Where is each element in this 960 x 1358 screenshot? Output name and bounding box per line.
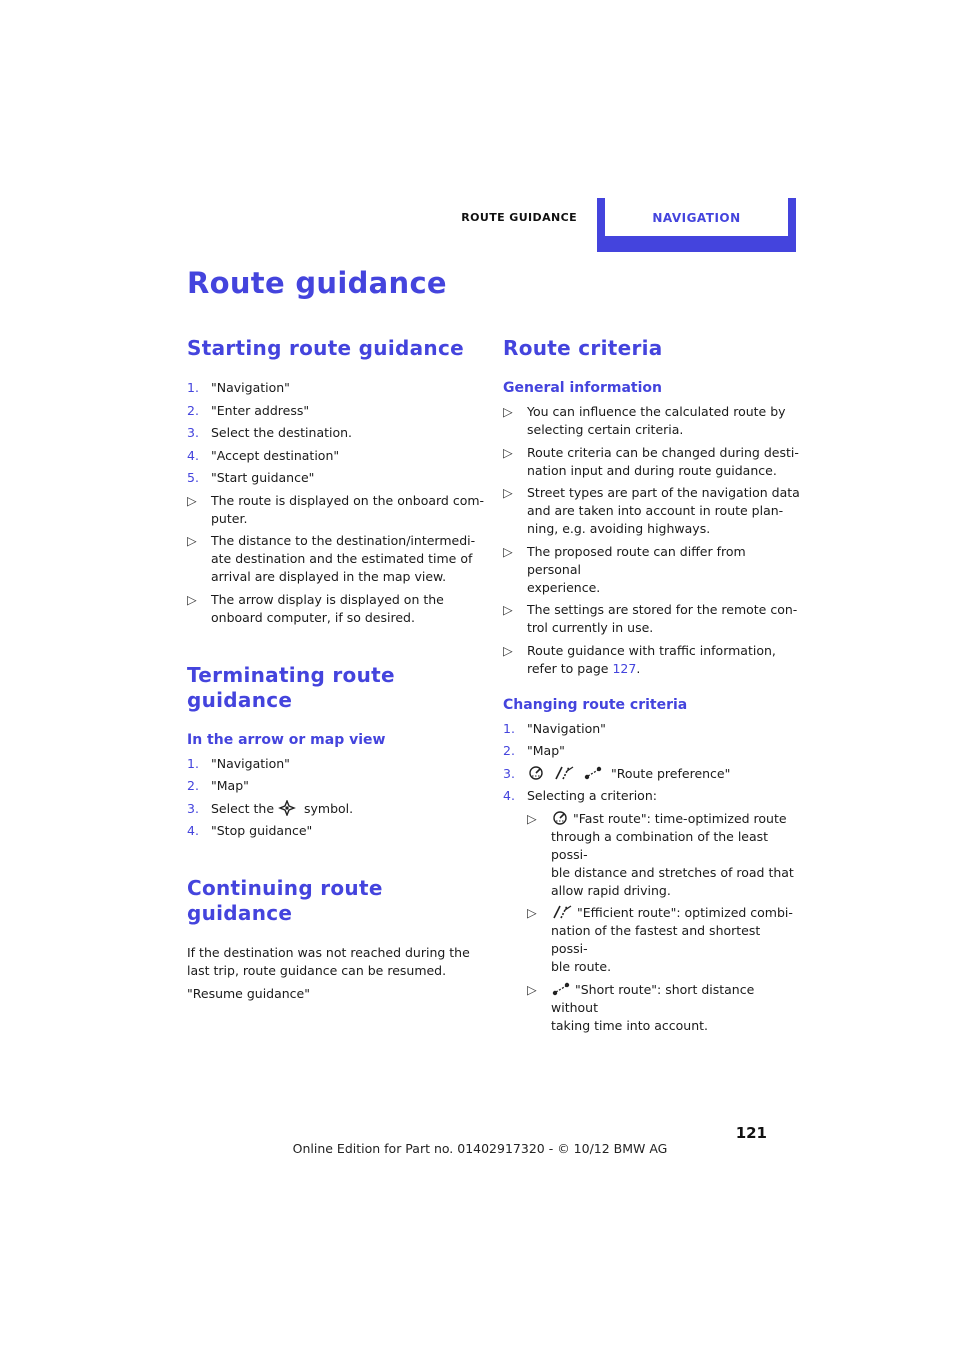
resume-guidance-text: "Resume guidance" (187, 985, 310, 1001)
heading-starting-route-guidance: Starting route guidance (187, 336, 464, 360)
efficient-route-icon (553, 765, 575, 781)
list-item: 4. Selecting a criterion: (503, 788, 657, 803)
bullet-triangle-icon: ▷ (503, 404, 513, 419)
fast-route-icon (551, 810, 569, 826)
list-item: 4. "Stop guidance" (187, 823, 313, 838)
list-item: 1. "Navigation" (187, 380, 290, 395)
bullet-triangle-icon: ▷ (187, 533, 197, 548)
footer-edition-note: Online Edition for Part no. 01402917320 - © 10/12 BMW AG (292, 1141, 668, 1156)
changing-steps (503, 720, 800, 806)
list-item: ▷ Street types are part of the navigation data and are taken into account in route plan- ning, e.g. avoiding highways. (503, 485, 800, 536)
bullet-triangle-icon: ▷ (503, 602, 513, 617)
list-item: ▷ The distance to the destination/intermedi- ate destination and the estimated time of arrival are displayed in the map view. (187, 533, 476, 584)
page-reference-link[interactable]: 127 (612, 660, 637, 676)
bullet-triangle-icon: ▷ (503, 485, 513, 500)
list-item: ▷ Route guidance with traffic information, refer to page 127. (503, 642, 776, 676)
running-header-section: ROUTE GUIDANCE (461, 211, 577, 224)
general-notes (503, 403, 800, 678)
criteria-list (527, 810, 800, 1035)
fast-route-icon (527, 765, 545, 781)
list-item: 2. "Enter address" (187, 402, 310, 418)
list-item: ▷ Route criteria can be changed during desti- nation input and during route guidance. (503, 444, 799, 478)
list-item: 4. "Accept destination" (187, 447, 340, 463)
left-column (187, 336, 487, 1007)
route-guidance-symbol-icon (278, 800, 296, 816)
bullet-triangle-icon: ▷ (503, 444, 513, 460)
right-column (503, 336, 800, 1039)
list-item: ▷ The route is displayed on the onboard com- puter. (187, 492, 485, 526)
list-item: 3. Select the destination. (187, 425, 353, 440)
terminating-steps (187, 755, 487, 841)
list-item: ▷ "Fast route": time-optimized route through a combination of the least possi- ble distance and stretches of road that allow rapid driving. (527, 810, 794, 898)
continuing-paragraph: If the destination was not reached during the last trip, route guidance can be resumed. (187, 945, 470, 978)
bullet-triangle-icon: ▷ (527, 981, 537, 997)
starting-steps (187, 379, 487, 487)
bullet-triangle-icon: ▷ (503, 543, 513, 559)
list-item: ▷ "Efficient route": optimized combi- nation of the fastest and shortest possi- ble route. (527, 905, 793, 974)
list-item: 1. "Navigation" (187, 755, 290, 771)
list-item: ▷ The arrow display is displayed on the onboard computer, if so desired. (187, 591, 444, 625)
chapter-tab-label: NAVIGATION (605, 198, 788, 236)
list-item: ▷ You can influence the calculated route by selecting certain criteria. (503, 404, 786, 437)
list-item: ▷ "Short route": short distance without taking time into account. (527, 981, 755, 1033)
page-title: Route guidance (187, 266, 447, 300)
heading-route-criteria: Route criteria (503, 336, 663, 360)
page-number: 121 (735, 1124, 767, 1142)
heading-terminating-route-guidance: Terminating route guidance (187, 662, 395, 712)
bullet-triangle-icon: ▷ (187, 492, 197, 508)
short-route-icon (583, 765, 603, 781)
starting-notes (187, 492, 487, 627)
subheading-arrow-or-map-view: In the arrow or map view (187, 731, 386, 748)
bullet-triangle-icon: ▷ (527, 810, 537, 826)
efficient-route-icon (551, 904, 573, 920)
list-item: 5. "Start guidance" (187, 470, 315, 485)
list-item: 3. Select the symbol. (187, 800, 354, 816)
list-item: 3. "Route preference" (503, 765, 731, 781)
short-route-icon (551, 981, 571, 997)
chapter-tab (597, 198, 796, 252)
list-item: 2. "Map" (503, 743, 565, 758)
bullet-triangle-icon: ▷ (527, 905, 537, 920)
bullet-triangle-icon: ▷ (187, 591, 197, 607)
list-item: 1. "Navigation" (503, 720, 606, 736)
subheading-changing-route-criteria: Changing route criteria (503, 696, 688, 713)
subheading-general-information: General information (503, 380, 662, 396)
heading-continuing-route-guidance: Continuing route guidance (187, 876, 383, 925)
list-item: ▷ The proposed route can differ from personal experience. (503, 543, 746, 595)
bullet-triangle-icon: ▷ (503, 642, 513, 658)
list-item: 2. "Map" (187, 778, 249, 793)
list-item: ▷ The settings are stored for the remote con- trol currently in use. (503, 602, 798, 635)
